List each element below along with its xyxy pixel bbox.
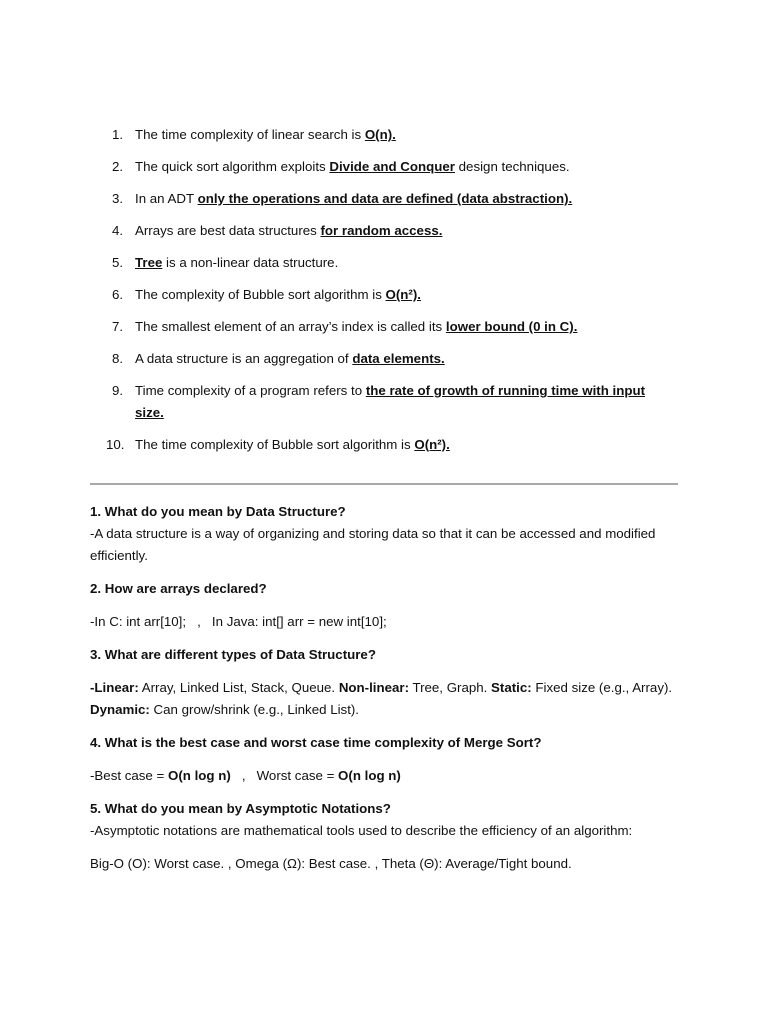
answer-text: Time complexity of a program refers to	[135, 383, 366, 398]
answer-text: design techniques.	[454, 159, 570, 174]
answer-key: O(n).	[364, 127, 396, 142]
answer-1: -A data structure is a way of organizing and storing data so that it can be accessed and modified efficiently.	[90, 526, 656, 563]
answer-number: 10.	[106, 436, 125, 452]
question-5: 5. What do you mean by Asymptotic Notations?	[90, 801, 391, 816]
answer-text: In an ADT	[135, 191, 198, 206]
linear-label: -Linear:	[90, 680, 139, 695]
answer-key: Divide and Conquer	[329, 159, 455, 174]
answer-item-4	[112, 220, 672, 242]
answer-2: -In C: int arr[10]; , In Java: int[] arr = new int[10];	[90, 614, 387, 629]
section-divider	[90, 483, 678, 485]
answer-3	[90, 677, 685, 721]
answer-item-7	[112, 316, 672, 338]
dynamic-text: Can grow/shrink (e.g., Linked List).	[149, 702, 360, 717]
worst-case-value: O(n log n)	[338, 768, 401, 783]
answer-item-5	[112, 252, 672, 274]
answer-4	[90, 765, 685, 787]
answer-text: The time complexity of Bubble sort algorithm is	[135, 436, 415, 452]
question-1: 1. What do you mean by Data Structure?	[90, 504, 346, 519]
answer-item-2	[112, 156, 672, 178]
answer-number: 6.	[112, 287, 124, 302]
answer-text: The time complexity of linear search is	[135, 127, 365, 142]
answer-item-9	[112, 380, 672, 423]
best-case-value: O(n log n)	[167, 768, 231, 783]
answer-item-10	[106, 434, 672, 456]
answer-number: 7.	[112, 319, 124, 334]
linear-text: Array, Linked List, Stack, Queue.	[138, 680, 339, 695]
nonlinear-text: Tree, Graph.	[409, 680, 492, 695]
answer-key: O(n²).	[385, 287, 421, 302]
answer-text: A data structure is an aggregation of	[135, 351, 353, 366]
nonlinear-label: Non-linear:	[338, 680, 409, 695]
answer-key: Tree	[135, 255, 163, 270]
static-text: Fixed size (e.g., Array).	[531, 680, 673, 695]
answer-text: is a non-linear data structure.	[162, 255, 339, 270]
answer-number: 8.	[112, 351, 124, 366]
answer-key: lower bound (0 in C).	[445, 319, 578, 334]
answer-list	[106, 124, 672, 466]
answer-number: 2.	[112, 159, 124, 174]
answer-number: 1.	[112, 127, 124, 142]
best-case-label: -Best case =	[90, 768, 168, 783]
answer-item-8	[112, 348, 672, 370]
answer-number: 5.	[112, 255, 124, 270]
question-4: 4. What is the best case and worst case time complexity of Merge Sort?	[90, 735, 542, 750]
worst-case-label: , Worst case =	[230, 768, 339, 783]
answer-number: 4.	[112, 223, 124, 238]
answer-5: -Asymptotic notations are mathematical tools used to describe the efficiency of an algorithm:	[90, 823, 633, 838]
question-3: 3. What are different types of Data Structure?	[90, 647, 376, 662]
notations-line: Big-O (O): Worst case. , Omega (Ω): Best case. , Theta (Θ): Average/Tight bound.	[90, 856, 572, 871]
answer-text: The smallest element of an array’s index is called its	[135, 319, 446, 334]
answer-key: only the operations and data are defined (data abstraction).	[197, 191, 573, 206]
answer-text: Arrays are best data structures	[135, 223, 321, 238]
static-label: Static:	[491, 680, 532, 695]
answer-item-1	[112, 124, 672, 146]
answer-item-6	[112, 284, 672, 306]
dynamic-label: Dynamic:	[90, 702, 150, 717]
question-2: 2. How are arrays declared?	[90, 581, 267, 596]
answer-key: data elements.	[352, 351, 445, 366]
answer-text: The complexity of Bubble sort algorithm is	[135, 287, 386, 302]
answer-text: The quick sort algorithm exploits	[135, 159, 330, 174]
answer-key: O(n²).	[414, 436, 450, 452]
qa-section	[90, 501, 685, 875]
answer-number: 3.	[112, 191, 124, 206]
answer-number: 9.	[112, 383, 124, 398]
answer-key: the rate of growth of running time with input size.	[135, 383, 646, 420]
answer-item-3	[112, 188, 672, 210]
answer-key: for random access.	[320, 223, 443, 238]
